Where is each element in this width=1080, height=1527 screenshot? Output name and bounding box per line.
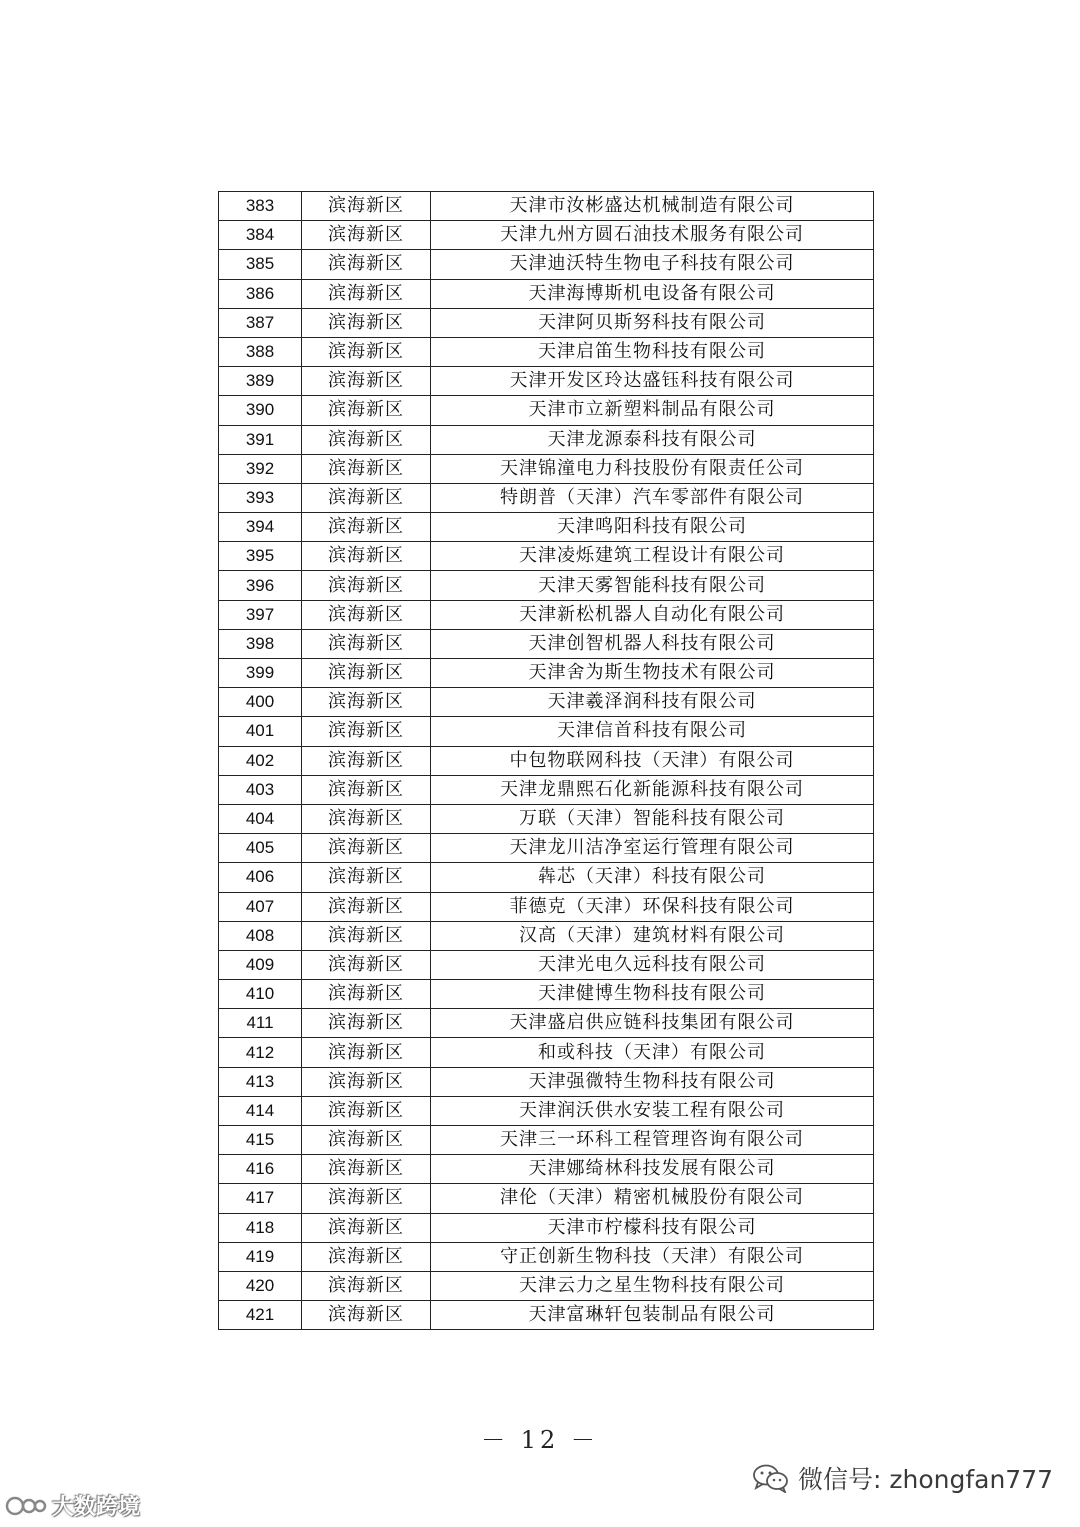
row-company-name: 天津龙川洁净室运行管理有限公司 xyxy=(431,834,874,863)
table-row xyxy=(219,804,874,833)
row-district: 滨海新区 xyxy=(302,775,431,804)
row-company-name: 天津娜绮林科技发展有限公司 xyxy=(431,1155,874,1184)
row-number: 417 xyxy=(219,1184,302,1213)
row-number: 421 xyxy=(219,1301,302,1330)
table-row xyxy=(219,571,874,600)
row-company-name: 天津市汝彬盛达机械制造有限公司 xyxy=(431,192,874,221)
row-number: 398 xyxy=(219,629,302,658)
table-row xyxy=(219,1096,874,1125)
row-district: 滨海新区 xyxy=(302,542,431,571)
row-company-name: 天津光电久远科技有限公司 xyxy=(431,950,874,979)
row-number: 414 xyxy=(219,1096,302,1125)
table-row xyxy=(219,600,874,629)
row-number: 384 xyxy=(219,221,302,250)
row-district: 滨海新区 xyxy=(302,425,431,454)
row-company-name: 天津海博斯机电设备有限公司 xyxy=(431,279,874,308)
table-row xyxy=(219,746,874,775)
row-company-name: 天津新松机器人自动化有限公司 xyxy=(431,600,874,629)
row-district: 滨海新区 xyxy=(302,688,431,717)
table-row xyxy=(219,834,874,863)
table-row xyxy=(219,192,874,221)
row-number: 413 xyxy=(219,1067,302,1096)
row-company-name: 天津盛启供应链科技集团有限公司 xyxy=(431,1009,874,1038)
row-number: 406 xyxy=(219,863,302,892)
row-district: 滨海新区 xyxy=(302,221,431,250)
row-company-name: 天津启笛生物科技有限公司 xyxy=(431,337,874,366)
row-number: 394 xyxy=(219,513,302,542)
table-row xyxy=(219,1271,874,1300)
row-company-name: 天津健博生物科技有限公司 xyxy=(431,980,874,1009)
row-number: 401 xyxy=(219,717,302,746)
table-row xyxy=(219,1038,874,1067)
row-number: 404 xyxy=(219,804,302,833)
row-district: 滨海新区 xyxy=(302,1067,431,1096)
row-district: 滨海新区 xyxy=(302,571,431,600)
row-number: 397 xyxy=(219,600,302,629)
row-company-name: 和或科技（天津）有限公司 xyxy=(431,1038,874,1067)
row-number: 416 xyxy=(219,1155,302,1184)
table-row xyxy=(219,221,874,250)
row-company-name: 天津迪沃特生物电子科技有限公司 xyxy=(431,250,874,279)
row-district: 滨海新区 xyxy=(302,1184,431,1213)
table-row xyxy=(219,629,874,658)
row-district: 滨海新区 xyxy=(302,950,431,979)
table-row xyxy=(219,688,874,717)
row-company-name: 天津强微特生物科技有限公司 xyxy=(431,1067,874,1096)
row-number: 407 xyxy=(219,892,302,921)
row-district: 滨海新区 xyxy=(302,980,431,1009)
row-number: 402 xyxy=(219,746,302,775)
row-number: 419 xyxy=(219,1242,302,1271)
row-number: 396 xyxy=(219,571,302,600)
row-district: 滨海新区 xyxy=(302,746,431,775)
table-row xyxy=(219,542,874,571)
row-number: 412 xyxy=(219,1038,302,1067)
table-row xyxy=(219,279,874,308)
row-number: 388 xyxy=(219,337,302,366)
row-company-name: 天津开发区玲达盛钰科技有限公司 xyxy=(431,367,874,396)
table-row xyxy=(219,659,874,688)
table-row xyxy=(219,775,874,804)
row-district: 滨海新区 xyxy=(302,892,431,921)
table-row xyxy=(219,892,874,921)
row-company-name: 天津九州方圆石油技术服务有限公司 xyxy=(431,221,874,250)
table-row xyxy=(219,513,874,542)
row-district: 滨海新区 xyxy=(302,454,431,483)
table-row xyxy=(219,367,874,396)
row-company-name: 天津凌烁建筑工程设计有限公司 xyxy=(431,542,874,571)
row-district: 滨海新区 xyxy=(302,921,431,950)
row-company-name: 天津羲泽润科技有限公司 xyxy=(431,688,874,717)
row-number: 385 xyxy=(219,250,302,279)
logo-icon xyxy=(4,1493,48,1519)
row-number: 387 xyxy=(219,308,302,337)
table-row xyxy=(219,863,874,892)
row-number: 400 xyxy=(219,688,302,717)
row-number: 392 xyxy=(219,454,302,483)
row-company-name: 津伦（天津）精密机械股份有限公司 xyxy=(431,1184,874,1213)
table-row xyxy=(219,396,874,425)
row-company-name: 特朗普（天津）汽车零部件有限公司 xyxy=(431,483,874,512)
wechat-icon xyxy=(752,1463,790,1493)
row-company-name: 天津润沃供水安装工程有限公司 xyxy=(431,1096,874,1125)
row-district: 滨海新区 xyxy=(302,1271,431,1300)
table-row xyxy=(219,1155,874,1184)
row-company-name: 天津龙鼎熙石化新能源科技有限公司 xyxy=(431,775,874,804)
row-district: 滨海新区 xyxy=(302,1009,431,1038)
table-row xyxy=(219,921,874,950)
row-company-name: 中包物联网科技（天津）有限公司 xyxy=(431,746,874,775)
table-row xyxy=(219,1213,874,1242)
row-number: 389 xyxy=(219,367,302,396)
row-number: 386 xyxy=(219,279,302,308)
row-district: 滨海新区 xyxy=(302,659,431,688)
row-number: 418 xyxy=(219,1213,302,1242)
row-number: 415 xyxy=(219,1126,302,1155)
row-company-name: 天津鸣阳科技有限公司 xyxy=(431,513,874,542)
row-company-name: 天津创智机器人科技有限公司 xyxy=(431,629,874,658)
table-row xyxy=(219,1184,874,1213)
row-company-name: 天津阿贝斯努科技有限公司 xyxy=(431,308,874,337)
row-number: 391 xyxy=(219,425,302,454)
row-district: 滨海新区 xyxy=(302,192,431,221)
row-company-name: 万联（天津）智能科技有限公司 xyxy=(431,804,874,833)
row-number: 399 xyxy=(219,659,302,688)
row-district: 滨海新区 xyxy=(302,250,431,279)
watermark xyxy=(4,1490,140,1521)
row-district: 滨海新区 xyxy=(302,863,431,892)
row-district: 滨海新区 xyxy=(302,1213,431,1242)
row-district: 滨海新区 xyxy=(302,1155,431,1184)
row-company-name: 天津市柠檬科技有限公司 xyxy=(431,1213,874,1242)
row-company-name: 天津市立新塑料制品有限公司 xyxy=(431,396,874,425)
row-district: 滨海新区 xyxy=(302,513,431,542)
table-row xyxy=(219,717,874,746)
row-company-name: 天津富琳轩包装制品有限公司 xyxy=(431,1301,874,1330)
row-district: 滨海新区 xyxy=(302,1096,431,1125)
row-company-name: 守正创新生物科技（天津）有限公司 xyxy=(431,1242,874,1271)
row-district: 滨海新区 xyxy=(302,717,431,746)
row-company-name: 天津信首科技有限公司 xyxy=(431,717,874,746)
table-row xyxy=(219,1301,874,1330)
row-district: 滨海新区 xyxy=(302,1126,431,1155)
row-district: 滨海新区 xyxy=(302,483,431,512)
row-number: 403 xyxy=(219,775,302,804)
row-district: 滨海新区 xyxy=(302,629,431,658)
row-district: 滨海新区 xyxy=(302,600,431,629)
wechat-id-badge xyxy=(752,1458,1053,1498)
row-number: 411 xyxy=(219,1009,302,1038)
row-company-name: 汉高（天津）建筑材料有限公司 xyxy=(431,921,874,950)
row-district: 滨海新区 xyxy=(302,1242,431,1271)
page-number: － 12 － xyxy=(481,1426,599,1454)
row-company-name: 天津舍为斯生物技术有限公司 xyxy=(431,659,874,688)
row-number: 409 xyxy=(219,950,302,979)
company-list-body xyxy=(219,192,874,1330)
table-row xyxy=(219,1009,874,1038)
table-row xyxy=(219,454,874,483)
table-row xyxy=(219,308,874,337)
row-number: 405 xyxy=(219,834,302,863)
row-company-name: 天津云力之星生物科技有限公司 xyxy=(431,1271,874,1300)
row-number: 410 xyxy=(219,980,302,1009)
table-row xyxy=(219,425,874,454)
row-number: 383 xyxy=(219,192,302,221)
table-row xyxy=(219,950,874,979)
row-company-name: 天津天雾智能科技有限公司 xyxy=(431,571,874,600)
row-number: 393 xyxy=(219,483,302,512)
company-list-table-wrapper xyxy=(218,191,874,1330)
table-row xyxy=(219,1067,874,1096)
row-company-name: 菲德克（天津）环保科技有限公司 xyxy=(431,892,874,921)
row-company-name: 天津锦潼电力科技股份有限责任公司 xyxy=(431,454,874,483)
row-district: 滨海新区 xyxy=(302,279,431,308)
row-number: 408 xyxy=(219,921,302,950)
row-company-name: 天津三一环科工程管理咨询有限公司 xyxy=(431,1126,874,1155)
row-district: 滨海新区 xyxy=(302,834,431,863)
row-company-name: 天津龙源泰科技有限公司 xyxy=(431,425,874,454)
table-row xyxy=(219,250,874,279)
row-district: 滨海新区 xyxy=(302,1038,431,1067)
table-row xyxy=(219,483,874,512)
table-row xyxy=(219,1242,874,1271)
table-row xyxy=(219,980,874,1009)
row-number: 390 xyxy=(219,396,302,425)
wechat-id-text: 微信号: zhongfan777 xyxy=(798,1465,1054,1494)
row-number: 420 xyxy=(219,1271,302,1300)
table-row xyxy=(219,1126,874,1155)
row-district: 滨海新区 xyxy=(302,337,431,366)
row-district: 滨海新区 xyxy=(302,308,431,337)
row-company-name: 犇芯（天津）科技有限公司 xyxy=(431,863,874,892)
row-district: 滨海新区 xyxy=(302,367,431,396)
row-district: 滨海新区 xyxy=(302,396,431,425)
watermark-text: 大数跨境 xyxy=(52,1495,141,1520)
company-list-table xyxy=(218,191,874,1330)
row-district: 滨海新区 xyxy=(302,1301,431,1330)
row-district: 滨海新区 xyxy=(302,804,431,833)
row-number: 395 xyxy=(219,542,302,571)
table-row xyxy=(219,337,874,366)
